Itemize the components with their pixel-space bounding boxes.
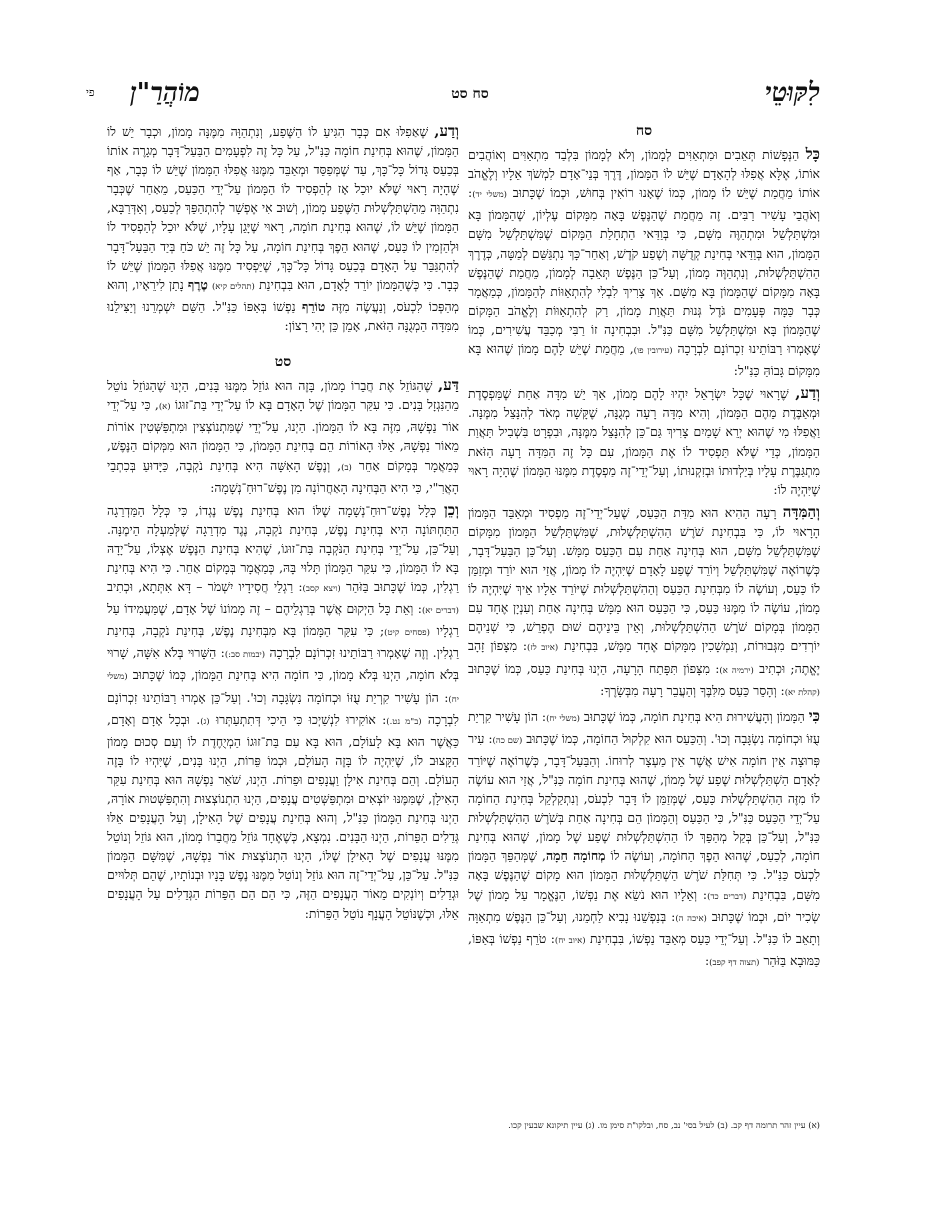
paragraph-text: שֶׁאַפִלּוּ אִם כְּבָר הִגִּיעַ לוֹ הַשֶּׁפַע, וְנִתְהַוָּה מִמֶּנָּה מָמוֹן, וּכְבָר יֵשׁ לוֹ הַמָּמוֹן, שֶׁהוּא בְּחִינַת חוֹמָה כַּנִּ"ל, עַל כָּל זֶה לִפְעָמִים הַבַּעַל־דָּבָר מְגָרֶה אוֹתוֹ בְּכַעַס גָּדוֹל כָּל־כָּךְ, עַד שֶׁמְּפַסֵּד וּמְאַבֵּד מִמֶּנּוּ אֲפִלּוּ הַמָּמוֹן שֶׁיֵּשׁ לוֹ כְּבָר, אַף שֶׁהָיָה רָאוּי שֶׁלֹּא יוּכַל אָז לְהַפְסִיד לוֹ הַמָּמוֹן עַל־יְדֵי הַכַּעַס, מֵאַחַר שֶׁכְּבָר נִתְהַוָּה מֵהַשְׁתַּלְשְׁלוּת הַשֶּׁפַע מָמוֹן, וְשׁוּב אִי אֶפְשָׁר לְהִתְהַפֵּךְ לְכַעַס, וְאַדְּרַבָּא, הַמָּמוֹן שֶׁיֵּשׁ לוֹ, שֶׁהוּא בְּחִינַת חוֹמָה, רָאוּי שֶׁיָּגֵן עָלָיו, שֶׁלֹּא יוּכַל לְהַפְסִיד לוֹ וּלְהַזְמִין לוֹ כַּעַס, שֶׁהוּא הֵפֶךְ בְּחִינַת חוֹמָה, עַל כָּל זֶה יֵשׁ כֹּחַ בְּיַד הַבַּעַל־דָּבָר לְהִתְגַּבֵּר עַל הָאָדָם בְּכַעַס גָּדוֹל כָּל־כָּךְ, שֶׁיַּפְסִיד מִמֶּנּוּ אֲפִלּוּ הַמָּמוֹן שֶׁיֵּשׁ לוֹ כְּבָר. כִּי כְּשֶׁהַמָּמוֹן יוֹרֵד לָאָדָם, הוּא בִּבְחִינַת	[107, 124, 459, 292]
source-citation: (תהלים קיא)	[211, 281, 255, 292]
source-citation: (קהלת יא)	[784, 687, 820, 698]
source-citation: (משלי יד)	[472, 190, 507, 201]
paragraph-text: רָעָה הַהִיא הוּא מִדַּת הַכַּעַס, שֶׁעַל־יְדֵי־זֶה מַפְסִיד וּמְאַבֵּד הַמָּמוֹן הָרָאוּי לוֹ, כִּי בִּבְחִינַת שֹׁרֶשׁ הַהִשְׁתַּלְשְׁלוּת, שֶׁמִּשְׁתַּלְשֵׁל הַמָּמוֹן מִמָּקוֹם שֶׁמִּשְׁתַּלְשֵׁל מִשָּׁם, הוּא בְּחִינָה אַחַת עִם הַכַּעַס מַמָּשׁ. וְעַל־כֵּן הַבַּעַל־דָּבָר, כְּשֶׁרוֹאֶה שֶׁמִּשְׁתַּלְשֵׁל וְיוֹרֵד שֶׁפַע לָאָדָם שֶׁיִּהְיֶה לוֹ מָמוֹן, אֲזַי הוּא יוֹרֵד וּמְזַמֵּן לוֹ כַּעַס, וְעוֹשֶׂה לוֹ מִבְּחִינַת הַכַּעַס וְהַהִשְׁתַּלְשְׁלוּת שֶׁיּוֹרֵד אֵלָיו אֵיךְ שֶׁיִּהְיֶה לוֹ מָמוֹן, עוֹשֶׂה לוֹ מִמֶּנּוּ כַּעַס, כִּי הַכַּעַס הוּא מַמָּשׁ בְּחִינָה אַחַת וְעִנְיָן אֶחָד עִם הַמָּמוֹן בְּמָקוֹם שֹׁרֶשׁ הַהִשְׁתַּלְשְׁלוּת, וְאֵין בֵּינֵיהֶם שׁוּם הֶפְרֵשׁ, כִּי שְׁנֵיהֶם יוֹרְדִים מִגְּבוּרוֹת, וְנִמְשָׁכִין מִמָּקוֹם אֶחָד מַמָּשׁ, בִּבְחִינַת	[468, 504, 820, 654]
paragraph-text: ; כִּי עִקַּר הַמָּמוֹן בָּא מִבְּחִינַת נֶפֶשׁ, בְּחִינַת נֹקְבָה, בְּחִינַת רַגְלִין. וְזֶה שֶׁאָמְרוּ רַבּוֹתֵינוּ זִכְרוֹנָם לִבְרָכָה	[107, 623, 459, 661]
section-heading-samech-tet: סט	[274, 354, 292, 371]
paragraph-text: נָתַן לִירֵאָיו, וְהוּא מְהַפְּכוֹ לִכְעֹס, וְנַעֲשֶׂה מִזֶּה	[107, 276, 459, 314]
section-heading-sach: סח	[635, 123, 653, 139]
paragraph	[468, 384, 820, 499]
paragraph-text: : בְּנַפְשֵׁנוּ נָבִיא לַחְמֵנוּ, וְעַל־כֵּן הַנֶּפֶשׁ מִתְאַוָּה וְתָאֵב לוֹ כַּנִּ"ל. וְעַל־יְדֵי כַּעַס מְאַבֵּד נַפְשׁוֹ, בִּבְחִינַת	[468, 908, 820, 946]
book-title: לִקּוּטֵי	[764, 78, 820, 108]
paragraph-text: : הוֹן עָשִׁיר קִרְיַת עֻזּוֹ וּכְחוֹמָה נִשְׂגָּבָה וְכוּ'. וְעַל־כֵּן אָמְרוּ רַבּוֹתֵינוּ זִכְרוֹנָם לִבְרָכָה	[107, 689, 459, 727]
paragraph-text: : טֹרֵף נַפְשׁוֹ בְּאַפּוֹ, כַּמּוּבָא בַּזֹּהַר	[468, 930, 820, 968]
paragraph	[107, 376, 459, 497]
folio-number: פי	[86, 86, 95, 99]
paragraph-text: , וְנֶפֶשׁ הָאִשָּׁה הִיא בְּחִינַת נֹקְבָה, כַּיָּדוּעַ בְּכִתְבֵי הָאֲרִ"י, כִּי הִיא הַבְּחִינָה הָאַחֲרוֹנָה מִן נֶפֶשׁ־רוּחַ־נְשָׁמָה:	[107, 457, 459, 495]
source-citation: (משלי יח)	[107, 672, 459, 705]
source-citation: (עירובין פו)	[633, 346, 673, 357]
paragraph-text: : הוֹן עָשִׁיר קִרְיַת עֻזּוֹ וּכְחוֹמָה נִשְׂגָּבָה וְכוּ'. וְהַכַּעַס הוּא קִלְקוּל הַחוֹמָה, כְּמוֹ שֶׁכָּתוּב	[468, 708, 820, 746]
opening-word: וְדַע,	[434, 122, 459, 140]
source-citation: (יבמות סב:)	[224, 650, 266, 661]
emphasized-word: טוֹרֵף	[302, 298, 326, 314]
paragraph-text: : עִיר פְּרוּצָה אֵין חוֹמָה אִישׁ אֲשֶׁר אֵין מַעְצָר לְרוּחוֹ. וְהַבַּעַל־דָּבָר, כְּשֶׁרוֹאֶה שֶׁיּוֹרֵד לָאָדָם הַשְׁתַּלְשְׁלוּת שֶׁפַע שֶׁל מָמוֹן, שֶׁהוּא בְּחִינַת חוֹמָה כַּנִּ"ל, אֲזַי הוּא עוֹשֶׂה לוֹ מִזֶּה הַהִשְׁתַּלְשְׁלוּת כַּעַס, שֶׁמְּזַמֵּן לוֹ דָּבָר לִכְעֹס, וְנִתְקַלְקֵל בְּחִינַת הַחוֹמָה עַל־יְדֵי הַכַּעַס כַּנִּ"ל, כִּי הַכַּעַס וְהַמָּמוֹן הֵם בְּחִינָה אַחַת בְּשֹׁרֶשׁ הַהִשְׁתַּלְשְׁלוּת כַּנִּ"ל, וְעַל־כֵּן בְּקַל מְהַפֵּךְ לוֹ הַהִשְׁתַּלְשְׁלוּת שֶׁפַע שֶׁל מָמוֹן, שֶׁהוּא בְּחִינַת חוֹמָה, לְכַעַס, שֶׁהוּא הֵפֶךְ הַחוֹמָה, וְעוֹשֶׂה לוֹ	[468, 730, 820, 864]
source-citation: (שם כה)	[492, 735, 523, 746]
paragraph	[107, 122, 459, 335]
source-citation: (תצוה דף קפב)	[709, 957, 760, 968]
footnote-marker: (ג)	[200, 716, 210, 727]
paragraph-text: : וְאֵת כָּל הַיְקוּם אֲשֶׁר בְּרַגְלֵיהֶם – זֶה מָמוֹנוֹ שֶׁל אָדָם, שֶׁמַּעֲמִידוֹ עַל רַגְלָיו	[107, 601, 459, 639]
opening-word: כִּי	[808, 706, 820, 725]
source-citation: (איכה ה)	[675, 913, 707, 924]
source-citation: (ויצא קסב)	[302, 584, 341, 595]
paragraph-text: : מִצָּפוֹן תִּפָּתַח הָרָעָה, הַיְנוּ בְּחִינַת כַּעַס, כְּמוֹ שֶׁכָּתוּב	[468, 660, 720, 676]
source-citation: (ב"מ נט.)	[386, 716, 422, 727]
paragraph-text: שֶׁהַגּוֹזֵל אֶת חֲבֵרוֹ מָמוֹן, בָּזֶה הוּא גּוֹזֵל מִמֶּנּוּ בָּנִים, הַיְנוּ שֶׁהַגּוֹזֵל נוֹטֵל מֵהַנִּגְזָל בָּנִים. כִּי עִקַּר הַמָּמוֹן שֶׁל הָאָדָם בָּא לוֹ עַל־יְדֵי בַּת־זוּגוֹ	[107, 378, 459, 413]
source-citation: (פסחים קיט)	[384, 628, 430, 639]
paragraph-text: שֶׁרָאוּי שֶׁכָּל יִשְׂרָאֵל יִהְיוּ לָהֶם מָמוֹן, אַךְ יֵשׁ מִדָּה אַחַת שֶׁמַּפְסֶדֶת וּמְאַבֶּדֶת מֵהֶם הַמָּמוֹן, וְהִיא מִדָּה רָעָה מְגֻנָּה, שֶׁקָּשָׁה מְאֹד לְהִנָּצֵל מִמֶּנָּה. וַאֲפִלּוּ מִי שֶׁהוּא יְרֵא שָׁמַיִם צָרִיךְ גַּם־כֵּן לְהִנָּצֵל מִמֶּנָּה, וּבִפְרָט בִּשְׁבִיל תַּאֲוַת הַמָּמוֹן, כְּדֵי שֶׁלֹּא תַּפְסִיד לוֹ אֶת הַמָּמוֹן, עִם כָּל זֶה הַמִּדָּה רָעָה הַזֹּאת מִתְגַּבֶּרֶת עָלָיו בְּיַלְדוּתוֹ וּבְזִקְנוּתוֹ, וְעַל־יְדֵי־זֶה מַפְסֶדֶת מִמֶּנּוּ הַמָּמוֹן שֶׁהָיָה רָאוּי שֶׁיִּהְיֶה לוֹ:	[468, 386, 820, 497]
paragraph-text: : הַשָּׁרוּי בְּלֹא אִשָּׁה, שָׁרוּי בְּלֹא חוֹמָה, הַיְנוּ בְּלֹא מָמוֹן, כִּי חוֹמָה הִיא בְּחִינַת הַמָּמוֹן, כְּמוֹ שֶׁכָּתוּב	[107, 645, 459, 683]
paragraph-text: : וְהָסֵר כַּעַס מִלִּבֶּךָ וְהַעֲבֵר רָעָה מִבְּשָׂרֶךָ:	[600, 682, 785, 698]
footnote-marker: (ב)	[341, 462, 352, 473]
paragraph	[468, 145, 820, 380]
source-citation: (ירמיה א)	[719, 665, 754, 676]
page-header	[86, 78, 830, 112]
paragraph-text: : מִצָּפוֹן זָהָב יֶאֱתֶה; וּכְתִיב	[468, 638, 820, 676]
book-title-author: מוֹהֲרַ"ן	[130, 78, 200, 108]
paragraph	[468, 707, 820, 973]
paragraph-text: , מֵחֲמַת שֶׁיֵּשׁ לָהֶם מָמוֹן שֶׁהוּא בָּא מִמָּקוֹם גָּבוֹהַּ כַּנִּ"ל:	[468, 341, 820, 379]
paragraph-text: , כִּי עַל־יְדֵי אוֹר נַפְשָׁהּ, מִזֶּה בָּא לוֹ הַמָּמוֹן. הַיְנוּ, עַל־יְדֵי שֶׁמִּתְנוֹצְצִין וּמִתְפַּשְּׁטִין אוֹרוֹת מֵאוֹר נַפְשָׁהּ, אֵלּוּ הָאוֹרוֹת הֵם בְּחִינַת הַמָּמוֹן, כִּי הַמָּמוֹן הוּא מִמְּקוֹם הַנֶּפֶשׁ, כְּמַאֲמָר בְּמָקוֹם אַחֵר	[107, 397, 459, 473]
source-citation: (איוב יח)	[554, 935, 586, 946]
paragraph	[468, 503, 820, 703]
paragraph-text: : וְאֹהֲבֵי עָשִׁיר רַבִּים. זֶה מֵחֲמַת שֶׁהַנֶּפֶשׁ בָּאָה מִמָּקוֹם עֶלְיוֹן, שֶׁהַמָּמוֹן בָּא וּמִשְׁתַּלְשֵׁל וּמִתְהַוֶּה מִשָּׁם, כִּי בְּוַדַּאי הַתְחָלַת הַמָּקוֹם שֶׁמִּשְׁתַּלְשֵׁל מִשָּׁם הַמָּמוֹן, הוּא בְּוַדַּאי בְּחִינַת קְדֻשָּׁה וְשֶׁפַע קֹדֶשׁ, וְאַחַר־כָּךְ נִתְגַּשֵּׁם לְמַטָּה, כְּדֶרֶךְ הַהִשְׁתַּלְשְׁלוּת, וְנִתְהַוֶּה מָמוֹן, וְעַל־כֵּן הַנֶּפֶשׁ תְּאֵבָה לְמָמוֹן, מֵחֲמַת שֶׁהַנֶּפֶשׁ בָּאָה מִמָּקוֹם שֶׁהַמָּמוֹן בָּא מִשָּׁם. אַךְ צָרִיךְ לִבְלִי לְהִתְאַוּוֹת לְהַמָּמוֹן, כְּמַאֲמָר כְּבָר כַּמָּה פְּעָמִים גֹּדֶל גְּנוּת תַּאֲוַת מָמוֹן, רַק לְהִתְאַוּוֹת וְלֶאֱהֹב הַמָּקוֹם שֶׁהַמָּמוֹן בָּא וּמִשְׁתַּלְשֵׁל מִשָּׁם כַּנִּ"ל. וּבִבְחִינָה זוֹ רַבִּי מְכַבֵּד עֲשִׁירִים, כְּמוֹ שֶׁאָמְרוּ רַבּוֹתֵינוּ זִכְרוֹנָם לִבְרָכָה	[468, 185, 820, 357]
paragraph-text: : רַגְלֵי חֲסִידָיו יִשְׁמֹר – דָּא אִתְּתָא, וּכְתִיב	[107, 579, 303, 595]
paragraph-text: : וְאֵלָיו הוּא נֹשֵׂא אֶת נַפְשׁוֹ, הַנֶּאֱמָר עַל מָמוֹן שֶׁל שְׂכִיר יוֹם, וּכְמוֹ שֶׁכָּתוּב	[468, 886, 820, 924]
paragraph-text: נַפְשׁוֹ בְּאַפּוֹ כַּנִּ"ל. הַשֵּׁם יִשְׁמְרֵנוּ וְיַצִּילֵנוּ מִמִּדָּה הַמְגֻנָּה הַזֹּאת, אָמֵן כֵּן יְהִי רָצוֹן:	[107, 298, 459, 333]
source-citation: (איוב לז)	[527, 643, 559, 654]
paragraph	[107, 501, 459, 923]
source-citation: (דברים יא)	[421, 606, 459, 617]
footnote-marker: (א)	[158, 402, 171, 413]
opening-word: וְהַמִּדָּה	[782, 502, 820, 521]
paragraph-text: , שֶׁמְּהַפֵּךְ הַמָּמוֹן לִכְעֹס כַּנִּ"ל. כִּי תְּחִלַּת שֹׁרֶשׁ הַשְׁתַּלְשְׁלוּת הַמָּמוֹן הוּא מָקוֹם שֶׁהַנֶּפֶשׁ בָּאָה מִשָּׁם, בִּבְחִינַת	[468, 848, 820, 902]
paragraph-text: :	[704, 952, 710, 968]
right-column	[468, 122, 820, 1110]
left-column	[107, 122, 459, 1110]
opening-word: וְדַע,	[795, 384, 820, 403]
paragraph-text: הַנְּפָשׁוֹת תְּאֵבִים וּמִתְאַוִּים לְמָמוֹן, וְלֹא לְמָמוֹן בִּלְבַד מִתְאַוִּים וְאוֹהֲבִים אוֹתוֹ, אֶלָּא אֲפִלּוּ לְהָאָדָם שֶׁיֵּשׁ לוֹ הַמָּמוֹן, דֶּרֶךְ בְּנֵי־אָדָם לִמְשֹׁךְ אֵלָיו וְלֶאֱהֹב אוֹתוֹ מֵחֲמַת שֶׁיֵּשׁ לוֹ מָמוֹן, כְּמוֹ שֶׁאָנוּ רוֹאִין בְּחוּשׁ, וּכְמוֹ שֶׁכָּתוּב	[468, 147, 820, 201]
paragraph-text: : אוֹקִירוּ לִנְשַׁיְכוּ כִּי הֵיכִי דְּתִתְעַתְּרוּ	[215, 711, 387, 727]
opening-word: כָּל	[805, 145, 820, 164]
footnotes: (א) עיין זהר תרומה דף קב. (ב) לעיל בסי' נב, סח, ובלקו"ת סימן מו. (ג) עיין תיקונא שבעין קכו.	[508, 1121, 820, 1131]
paragraph-text: הַמָּמוֹן וְהָעֲשִׁירוּת הִיא בְּחִינַת חוֹמָה, כְּמוֹ שֶׁכָּתוּב	[583, 708, 805, 724]
emphasized-word: טֶרֶף	[187, 276, 208, 292]
paragraph-text: כְּלָל נֶפֶשׁ־רוּחַ־נְשָׁמָה שֶׁלּוֹ הוּא בְּחִינַת נֶפֶשׁ נֶגְדוֹ, כִּי כְּלָל הַמַּדְרֵגָה הַתַּחְתּוֹנָה הִיא בְּחִינַת נֶפֶשׁ, בְּחִינַת נֹקְבָה, נֶגֶד מַדְרֵגָה שֶׁלְּמַעְלָה הֵימֶנָּה. וְעַל־כֵּן, עַל־יְדֵי בְּחִינַת הַנֹּקְבָה בַּת־זוּגוֹ, שֶׁהִיא בְּחִינַת הַנֶּפֶשׁ אֶצְלוֹ, עַל־יָדָהּ בָּא לוֹ הַמָּמוֹן, כִּי עִקַּר הַמָּמוֹן תָּלוּי בָּהּ, כְּמַאֲמָר בְּמָקוֹם אַחֵר. כִּי הִיא בְּחִינַת רַגְלִין, כְּמוֹ שֶׁכָּתוּב בַּזֹּהַר	[107, 502, 459, 595]
section-numbers: סח סט	[451, 86, 489, 102]
paragraph-text: . וּבְכָל אָדָם וְאָדָם, כַּאֲשֶׁר הוּא בָּא לָעוֹלָם, הוּא בָּא עִם בַּת־זוּגוֹ הַמְיֻחֶדֶת לוֹ וְעִם סְכוּם מָמוֹן הַקָּצוּב לוֹ, שֶׁיִּהְיֶה לוֹ בָּזֶה הָעוֹלָם, וּכְמוֹ פֵּרוֹת, הַיְנוּ בָּנִים, שֶׁיִּהְיוּ לוֹ בָּזֶה הָעוֹלָם. וְהֵם בְּחִינַת אִילָן וַעֲנָפִים וּפֵרוֹת. הַיְנוּ, שֹׁאֵר נַפְשָׁהּ הוּא בְּחִינַת עִקַּר הָאִילָן, שֶׁמִּמֶּנּוּ יוֹצְאִים וּמִתְפַּשְּׁטִים עֲנָפִים, הַיְנוּ הִתְנוֹצְצוּת וְהִתְפַּשְּׁטוּת אוֹרָהּ, הַיְנוּ בְּחִינַת הַמָּמוֹן כַּנִּ"ל, וְהוּא בְּחִינַת עֲנָפִים שֶׁל הָאִילָן, וְעַל הָעֲנָפִים אֵלּוּ גְּדֵלִים הַפֵּרוֹת, הַיְנוּ הַבָּנִים. נִמְצָא, כְּשֶׁאֶחָד גּוֹזֵל מֵחֲבֵרוֹ מָמוֹן, הוּא גּוֹזֵל וְנוֹטֵל מִמֶּנּוּ עֲנָפִים שֶׁל הָאִילָן שֶׁלּוֹ, הַיְנוּ הִתְנוֹצְצוּת אוֹר נַפְשָׁהּ, שֶׁמִּשָּׁם הַמָּמוֹן כַּנִּ"ל. עַל־כֵּן, עַל־יְדֵי־זֶה הוּא גּוֹזֵל וְנוֹטֵל מִמֶּנּוּ נֶפֶשׁ בָּנָיו וּבְנוֹתָיו, שֶׁהֵם תְּלוּיִים וּגְדֵלִים וְיוֹנְקִים מֵאוֹר הָעֲנָפִים הַזֶּה, כִּי הֵם הֵם הַפֵּרוֹת הַגְּדֵלִים עַל הָעֲנָפִים אֵלּוּ, וּכְשֶׁנּוֹטֵל הָעֲנָף נוֹטֵל הַפֵּרוֹת:	[107, 711, 459, 921]
opening-word: דַּע,	[438, 376, 459, 395]
source-citation: (משלי יח)	[546, 713, 580, 724]
emphasized-phrase: מְחוֹמָה חֵמָה	[545, 848, 606, 864]
opening-word: וְכֵן	[443, 500, 459, 519]
source-citation: (דברים כד)	[707, 891, 747, 902]
